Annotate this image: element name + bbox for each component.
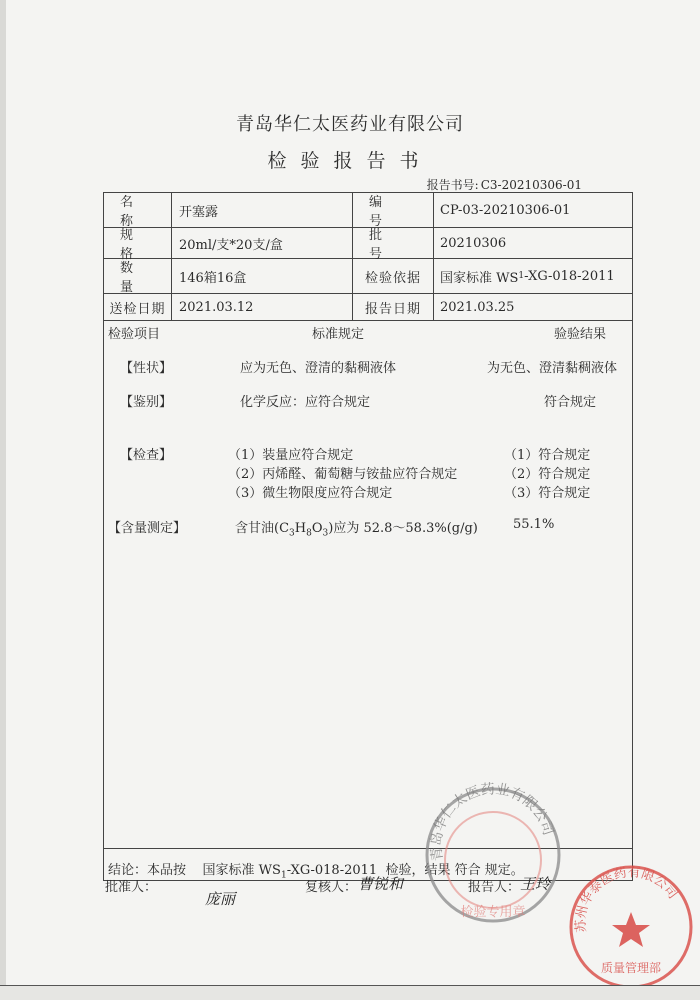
batch-value: 20210306: [440, 235, 507, 251]
grid-line: [171, 193, 172, 320]
column-item: 检验项目: [108, 327, 161, 342]
item-identification-standard: 化学反应：应符合规定: [240, 395, 371, 410]
item-inspection-result-1: （1）符合规定: [504, 448, 591, 463]
assay-o: O: [311, 521, 323, 536]
spec-value: 20ml/支*20支/盒: [179, 237, 283, 253]
item-inspection-result-2: （2）符合规定: [504, 467, 591, 482]
spec-label: 规 格: [120, 228, 154, 262]
conclusion-sub: 1: [280, 870, 287, 881]
item-inspection-standard-3: （3）微生物限度应符合规定: [228, 486, 393, 501]
report-number-label: 报告书号:: [426, 178, 479, 192]
company-seal-stamp: [418, 780, 568, 930]
item-identification-label: 【鉴别】: [120, 395, 173, 410]
item-inspection-standard-1: （1）装量应符合规定: [228, 448, 354, 463]
conclusion-standard-suffix: -XG-018-2011: [286, 863, 378, 878]
row-quantity: [104, 259, 632, 294]
assay-standard-suffix: )应为 52.8～58.3%(g/g): [328, 521, 478, 536]
item-inspection-label: 【检查】: [120, 448, 173, 463]
item-inspection-standard-2: （2）丙烯醛、葡萄糖与铵盐应符合规定: [228, 467, 458, 482]
qa-department-seal-stamp: [566, 862, 696, 992]
assay-sub-o: 3: [322, 528, 329, 539]
assay-sub-c: 3: [289, 528, 295, 539]
basis-value-suffix: -XG-018-2011: [524, 268, 615, 284]
submit-date-label: 送检日期: [109, 301, 166, 317]
column-standard: 标准规定: [312, 327, 365, 342]
item-inspection-result-3: （3）符合规定: [504, 486, 591, 501]
item-appearance-standard: 应为无色、澄清的黏稠液体: [240, 361, 397, 376]
assay-sub-h: 8: [306, 528, 312, 539]
qa-seal-bottom-text: 质量管理部: [600, 961, 662, 975]
reporter-label: 报告人：: [468, 880, 521, 895]
qa-seal-text: 苏州华泰医药有限公司: [573, 865, 681, 933]
item-assay-result: 55.1%: [513, 517, 555, 532]
reporter-signature: 王玲: [520, 875, 551, 893]
conclusion-prefix: 结论：本品按: [108, 863, 187, 878]
company-name: 青岛华仁太医药业有限公司: [236, 114, 464, 135]
report-date-label: 报告日期: [364, 301, 421, 317]
report-number: [425, 176, 582, 193]
item-assay-standard: [235, 517, 478, 539]
basis-value-sub: 1: [518, 271, 525, 281]
name-value: 开塞露: [179, 204, 219, 220]
basis-value-main: 国家标准 WS: [440, 270, 519, 286]
row-spec: [104, 228, 632, 262]
grid-line: [433, 193, 434, 320]
report-date-value: 2021.03.25: [440, 299, 515, 315]
inspection-form: [103, 192, 633, 881]
basis-label: 检验依据: [364, 270, 421, 286]
document-title: 检验报告书: [267, 150, 433, 172]
star-icon: [612, 912, 650, 947]
column-result: 验验结果: [554, 327, 607, 342]
grid-line: [352, 193, 353, 320]
quantity-label: 数 量: [120, 261, 154, 295]
row-name: [104, 193, 632, 228]
item-appearance-result: 为无色、澄清黏稠液体: [487, 361, 618, 376]
approver-label: 批准人：: [105, 880, 158, 895]
reviewer-label: 复核人：: [305, 880, 358, 895]
code-label: 编 号: [369, 195, 403, 229]
item-identification-result: 符合规定: [544, 395, 597, 410]
code-value: CP-03-20210306-01: [440, 202, 571, 218]
company-seal-bottom-text: 检验专用章: [460, 905, 526, 920]
basis-value: [434, 259, 632, 293]
conclusion-standard: 国家标准 WS: [202, 863, 281, 878]
scan-bottom-edge: [0, 985, 700, 1000]
name-label: 名 称: [120, 195, 154, 229]
item-appearance-label: 【性状】: [120, 361, 173, 376]
report-number-value: C3-20210306-01: [480, 178, 582, 192]
company-seal-text: 青岛华仁太医药业有限公司: [428, 781, 557, 862]
batch-label: 批 号: [369, 228, 403, 262]
item-assay-label: 【含量测定】: [108, 521, 187, 536]
reviewer-signature: 曹锐和: [358, 875, 404, 893]
quantity-value: 146箱16盒: [179, 270, 247, 286]
assay-h: H: [294, 521, 307, 536]
row-dates: [104, 294, 632, 321]
conclusion-tail: 检验，结果 符合 规定。: [385, 863, 524, 878]
submit-date-value: 2021.03.12: [179, 299, 254, 315]
assay-standard-prefix: 含甘油(C: [235, 521, 290, 536]
approver-signature: 庞丽: [205, 890, 236, 908]
